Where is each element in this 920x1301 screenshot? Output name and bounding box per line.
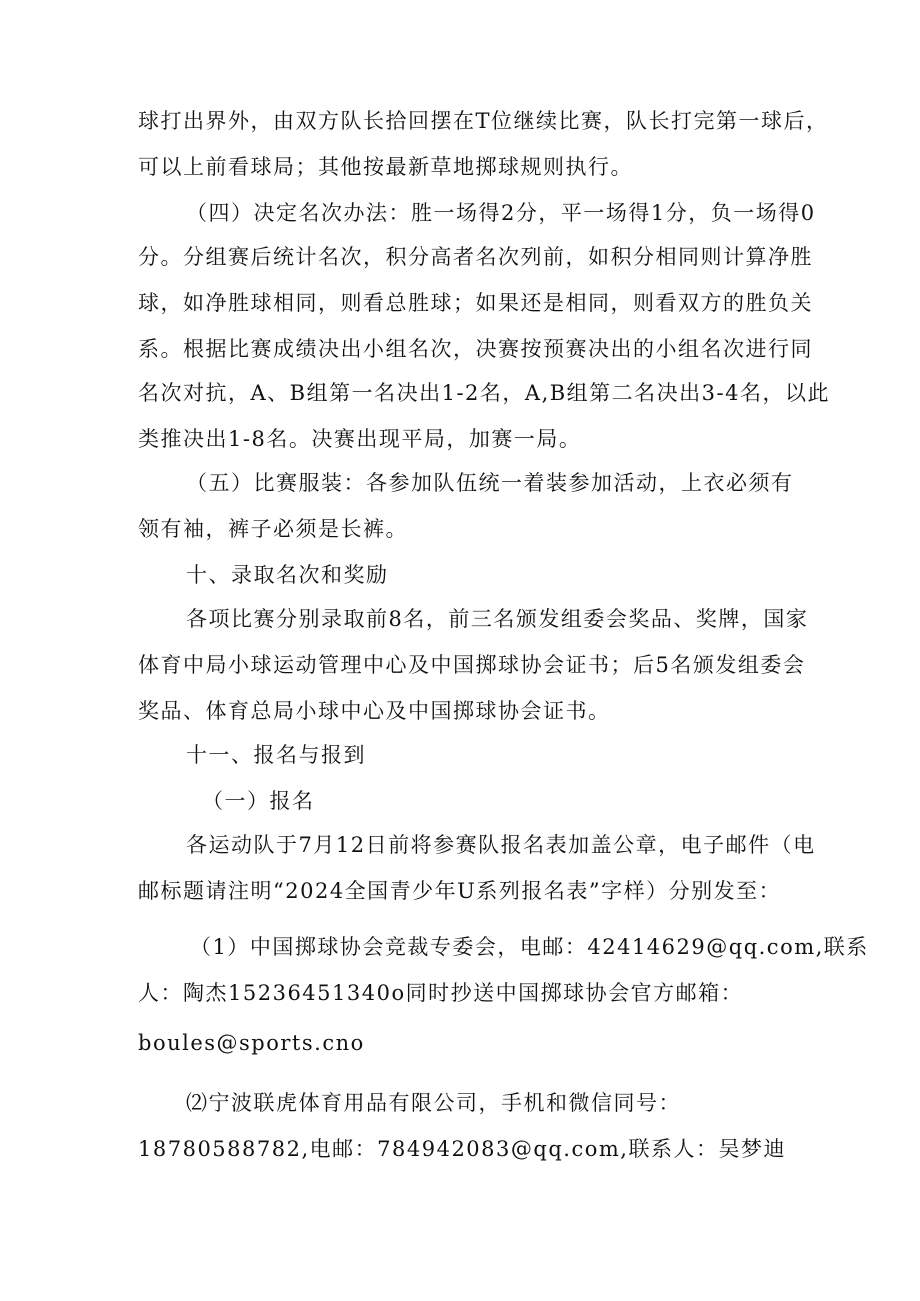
subsection-heading: （一）报名	[202, 789, 315, 813]
text-line: 各运动队于7月12日前将参赛队报名表加盖公章，电子邮件（电	[186, 833, 816, 857]
text-line: 分。分组赛后统计名次，积分高者名次列前，如积分相同则计算净胜	[138, 245, 813, 269]
text-line: 球打出界外，由双方队长拾回摆在T位继续比赛，队长打完第一球后，	[138, 109, 829, 133]
text-line: 系。根据比赛成绩决出小组名次，决赛按预赛决出的小组名次进行同	[138, 337, 813, 361]
text-line: 18780588782,电邮：784942083@qq.com,联系人：吴梦迪	[138, 1137, 786, 1161]
email-line: boules@sports.cno	[138, 1031, 365, 1055]
text-line: ⑵宁波联虎体育用品有限公司，手机和微信同号：	[186, 1091, 681, 1115]
text-line: 邮标题请注明“2024全国青少年U系列报名表”字样）分别发至：	[138, 879, 782, 903]
text-line: 领有袖，裤子必须是长裤。	[138, 517, 408, 541]
section-heading: 十一、报名与报到	[186, 743, 366, 767]
text-line: 体育中局小球运动管理中心及中国掷球协会证书；后5名颁发组委会	[138, 653, 806, 677]
text-line: 名次对抗，A、B组第一名决出1-2名，A,B组第二名决出3-4名，以此	[138, 381, 831, 405]
text-line: 人：陶杰15236451340o同时抄送中国掷球协会官方邮箱：	[138, 981, 744, 1005]
text-line: （1）中国掷球协会竞裁专委会，电邮：42414629@qq.com,联系	[190, 935, 869, 959]
text-line: 可以上前看球局；其他按最新草地掷球规则执行。	[138, 155, 633, 179]
text-line: 球，如净胜球相同，则看总胜球；如果还是相同，则看双方的胜负关	[138, 291, 813, 315]
text-line: （四）决定名次办法：胜一场得2分，平一场得1分，负一场得0	[186, 201, 816, 225]
text-line: 奖品、体育总局小球中心及中国掷球协会证书。	[138, 699, 611, 723]
text-line: 各项比赛分别录取前8名，前三名颁发组委会奖品、奖牌，国家	[186, 607, 809, 631]
section-heading: 十、录取名次和奖励	[186, 563, 389, 587]
text-line: （五）比赛服装：各参加队伍统一着装参加活动，上衣必须有	[186, 471, 794, 495]
text-line: 类推决出1-8名。决赛出现平局，加赛一局。	[138, 427, 582, 451]
